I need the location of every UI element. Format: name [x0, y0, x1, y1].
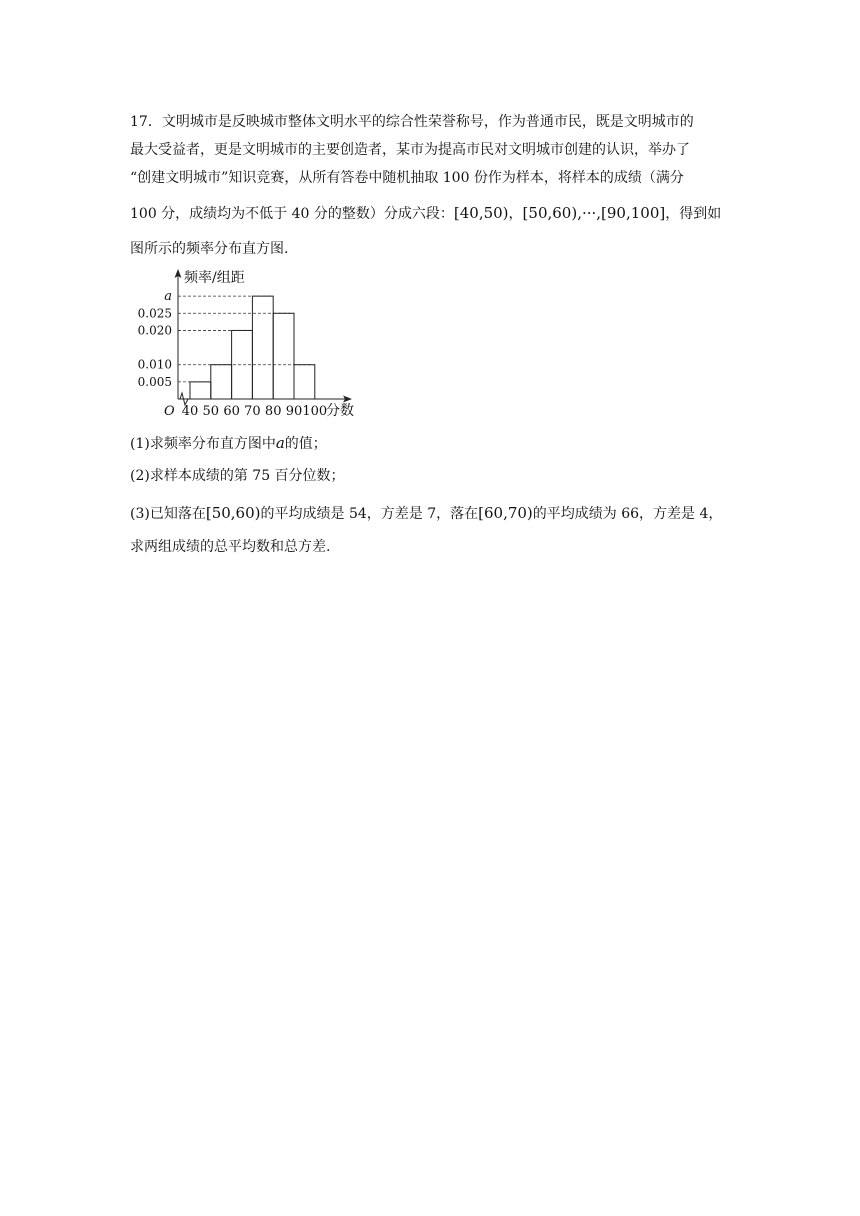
x-tick-label-4: 80 [264, 404, 282, 419]
y-tick-label-3: 0.025 [137, 306, 172, 321]
statement-line-4 [130, 192, 740, 235]
question-1 [130, 433, 740, 454]
histogram-bar-4 [273, 313, 294, 399]
problem-statement [130, 108, 740, 263]
q3-interval-60-70: [60,70) [478, 504, 533, 522]
question-3-line-2: 求两组成绩的总平均数和总方差. [130, 539, 331, 555]
y-tick-label-2: 0.020 [137, 323, 172, 338]
x-tick-label-3: 70 [244, 404, 261, 419]
y-tick-label-0: 0.005 [137, 374, 172, 389]
histogram-bar-1 [211, 365, 232, 399]
histogram-bar-5 [294, 365, 315, 399]
statement-line-5: 图所示的频率分布直方图. [130, 241, 289, 257]
q3-middle: 的平均成绩是 54，方差是 7，落在 [260, 506, 479, 522]
x-tick-label-5: 90 [285, 404, 303, 419]
x-tick-label-0: 40 [181, 404, 199, 419]
line4-suffix: ，得到如 [665, 206, 722, 222]
interval-50-60-to-90-100: [50,60),···,[90,100] [522, 204, 666, 222]
statement-line-1: 17．文明城市是反映城市整体文明水平的综合性荣誉称号，作为普通市民，既是文明城市的 [130, 114, 694, 130]
y-axis-label: 频率/组距 [184, 270, 245, 286]
question-3 [130, 500, 740, 527]
statement-line-3: “创建文明城市”知识竞赛，从所有答卷中随机抽取 100 份作为样本，将样本的成绩（满分 [130, 170, 684, 186]
x-axis-label: 分数 [326, 403, 354, 419]
statement-line-2: 最大受益者，更是文明城市的主要创造者，某市为提高市民对文明城市创建的认识，举办了 [130, 142, 690, 158]
x-tick-label-6: 100 [302, 404, 328, 419]
histogram-bar-3 [252, 296, 273, 399]
frequency-histogram [130, 269, 370, 419]
origin-label: O [164, 404, 175, 419]
q1-suffix: 的值； [284, 436, 327, 452]
interval-40-50: [40,50) [453, 204, 509, 222]
y-tick-label-1: 0.010 [137, 357, 172, 372]
q1-prefix: (1)求频率分布直方图中 [130, 436, 276, 452]
question-2: (2)求样本成绩的第 75 百分位数； [130, 468, 345, 484]
histogram-bar-0 [190, 382, 211, 399]
q1-variable-a: a [275, 434, 285, 452]
x-tick-label-2: 60 [223, 404, 240, 419]
x-tick-label-1: 50 [202, 404, 220, 419]
q3-suffix: 的平均成绩为 66，方差是 4， [532, 506, 723, 522]
q3-prefix: (3)已知落在 [130, 506, 206, 522]
q3-interval-50-60: [50,60) [205, 504, 261, 522]
interval-separator: ， [508, 206, 523, 222]
problem-17 [130, 108, 740, 557]
line4-prefix: 100 分，成绩均为不低于 40 分的整数）分成六段： [130, 206, 454, 222]
y-tick-label-4: a [164, 289, 172, 305]
